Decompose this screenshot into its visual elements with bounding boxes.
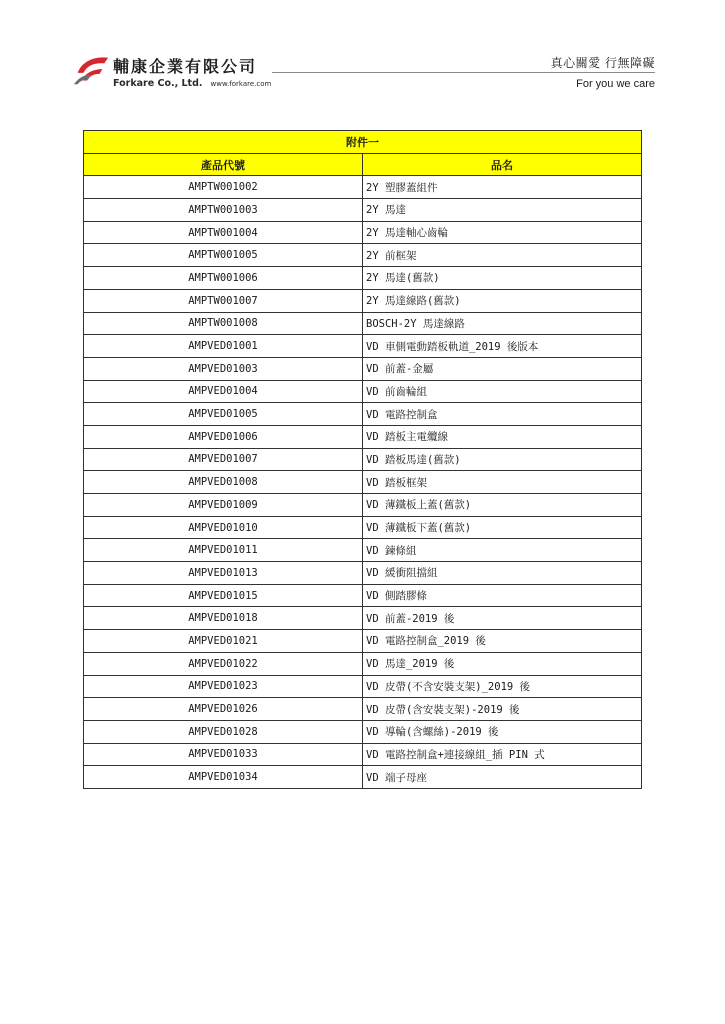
letterhead: [0, 0, 725, 110]
product-code-cell: AMPTW001008: [84, 312, 363, 335]
product-code-cell: AMPVED01009: [84, 494, 363, 517]
column-header-code: 產品代號: [84, 153, 363, 176]
table-title-row: [84, 131, 642, 154]
column-header-name: 品名: [363, 153, 642, 176]
product-code-cell: AMPTW001007: [84, 289, 363, 312]
product-name-cell: VD 薄鐵板下蓋(舊款): [363, 516, 642, 539]
table-row: [84, 766, 642, 789]
product-name-cell: VD 電路控制盒+連接線組_插 PIN 式: [363, 743, 642, 766]
product-code-cell: AMPTW001005: [84, 244, 363, 267]
product-name-cell: 2Y 馬達軸心齒輪: [363, 221, 642, 244]
table-row: [84, 176, 642, 199]
table-row: [84, 539, 642, 562]
table-header-row: [84, 153, 642, 176]
product-name-cell: VD 端子母座: [363, 766, 642, 789]
table-row: [84, 221, 642, 244]
product-code-cell: AMPVED01015: [84, 584, 363, 607]
table-row: [84, 267, 642, 290]
product-name-cell: VD 電路控制盒_2019 後: [363, 630, 642, 653]
product-name-cell: VD 踏板主電纜線: [363, 425, 642, 448]
table-title: 附件一: [84, 131, 642, 154]
product-name-cell: VD 皮帶(不含安裝支架)_2019 後: [363, 675, 642, 698]
product-code-cell: AMPVED01023: [84, 675, 363, 698]
product-code-cell: AMPVED01003: [84, 357, 363, 380]
parts-table: [83, 130, 642, 789]
product-name-cell: 2Y 馬達(舊款): [363, 267, 642, 290]
table-row: [84, 743, 642, 766]
product-name-cell: VD 皮帶(含安裝支架)-2019 後: [363, 698, 642, 721]
product-name-cell: VD 馬達_2019 後: [363, 652, 642, 675]
product-code-cell: AMPVED01018: [84, 607, 363, 630]
table-row: [84, 335, 642, 358]
slogan-cn: 真心關愛 行無障礙: [550, 56, 655, 70]
product-name-cell: VD 導輪(含螺絲)-2019 後: [363, 720, 642, 743]
table-row: [84, 403, 642, 426]
product-code-cell: AMPVED01026: [84, 698, 363, 721]
product-code-cell: AMPVED01010: [84, 516, 363, 539]
product-code-cell: AMPVED01022: [84, 652, 363, 675]
table-row: [84, 630, 642, 653]
product-code-cell: AMPVED01011: [84, 539, 363, 562]
table-row: [84, 312, 642, 335]
table-row: [84, 471, 642, 494]
product-code-cell: AMPTW001002: [84, 176, 363, 199]
product-name-cell: BOSCH-2Y 馬達線路: [363, 312, 642, 335]
product-name-cell: VD 踏板馬達(舊款): [363, 448, 642, 471]
product-code-cell: AMPVED01013: [84, 562, 363, 585]
product-name-cell: VD 薄鐵板上蓋(舊款): [363, 494, 642, 517]
product-code-cell: AMPTW001004: [84, 221, 363, 244]
product-code-cell: AMPVED01005: [84, 403, 363, 426]
product-code-cell: AMPVED01007: [84, 448, 363, 471]
product-name-cell: VD 前齒輪組: [363, 380, 642, 403]
table-row: [84, 720, 642, 743]
product-name-cell: VD 緩衝阻擋組: [363, 562, 642, 585]
header-divider: [272, 72, 655, 73]
product-name-cell: 2Y 前框架: [363, 244, 642, 267]
table-row: [84, 494, 642, 517]
table-row: [84, 199, 642, 222]
table-row: [84, 584, 642, 607]
product-code-cell: AMPVED01008: [84, 471, 363, 494]
product-name-cell: VD 前蓋-金屬: [363, 357, 642, 380]
table-row: [84, 516, 642, 539]
product-name-cell: 2Y 塑膠蓋組件: [363, 176, 642, 199]
table-row: [84, 652, 642, 675]
table-row: [84, 357, 642, 380]
product-name-cell: 2Y 馬達線路(舊款): [363, 289, 642, 312]
company-name-en: [113, 78, 271, 89]
product-name-cell: VD 側踏膠條: [363, 584, 642, 607]
table-row: [84, 607, 642, 630]
product-name-cell: 2Y 馬達: [363, 199, 642, 222]
company-website: www.forkare.com: [210, 80, 272, 88]
product-name-cell: VD 電路控制盒: [363, 403, 642, 426]
product-code-cell: AMPVED01001: [84, 335, 363, 358]
product-code-cell: AMPTW001006: [84, 267, 363, 290]
product-code-cell: AMPVED01021: [84, 630, 363, 653]
table-row: [84, 562, 642, 585]
table-row: [84, 698, 642, 721]
product-code-cell: AMPVED01034: [84, 766, 363, 789]
table-row: [84, 380, 642, 403]
product-name-cell: VD 踏板框架: [363, 471, 642, 494]
company-name-cn: 輔康企業有限公司: [113, 57, 258, 76]
product-code-cell: AMPVED01028: [84, 720, 363, 743]
product-name-cell: VD 鍊條組: [363, 539, 642, 562]
product-name-cell: VD 車側電動踏板軌道_2019 後版本: [363, 335, 642, 358]
table-row: [84, 289, 642, 312]
product-code-cell: AMPTW001003: [84, 199, 363, 222]
product-code-cell: AMPVED01004: [84, 380, 363, 403]
slogan-en: For you we care: [576, 78, 655, 90]
table-row: [84, 244, 642, 267]
table-row: [84, 675, 642, 698]
forkare-logo-icon: [72, 52, 110, 90]
table-row: [84, 425, 642, 448]
company-name-en-text: Forkare Co., Ltd.: [113, 78, 203, 89]
product-code-cell: AMPVED01033: [84, 743, 363, 766]
product-name-cell: VD 前蓋-2019 後: [363, 607, 642, 630]
table-row: [84, 448, 642, 471]
table-body: [84, 176, 642, 789]
product-code-cell: AMPVED01006: [84, 425, 363, 448]
